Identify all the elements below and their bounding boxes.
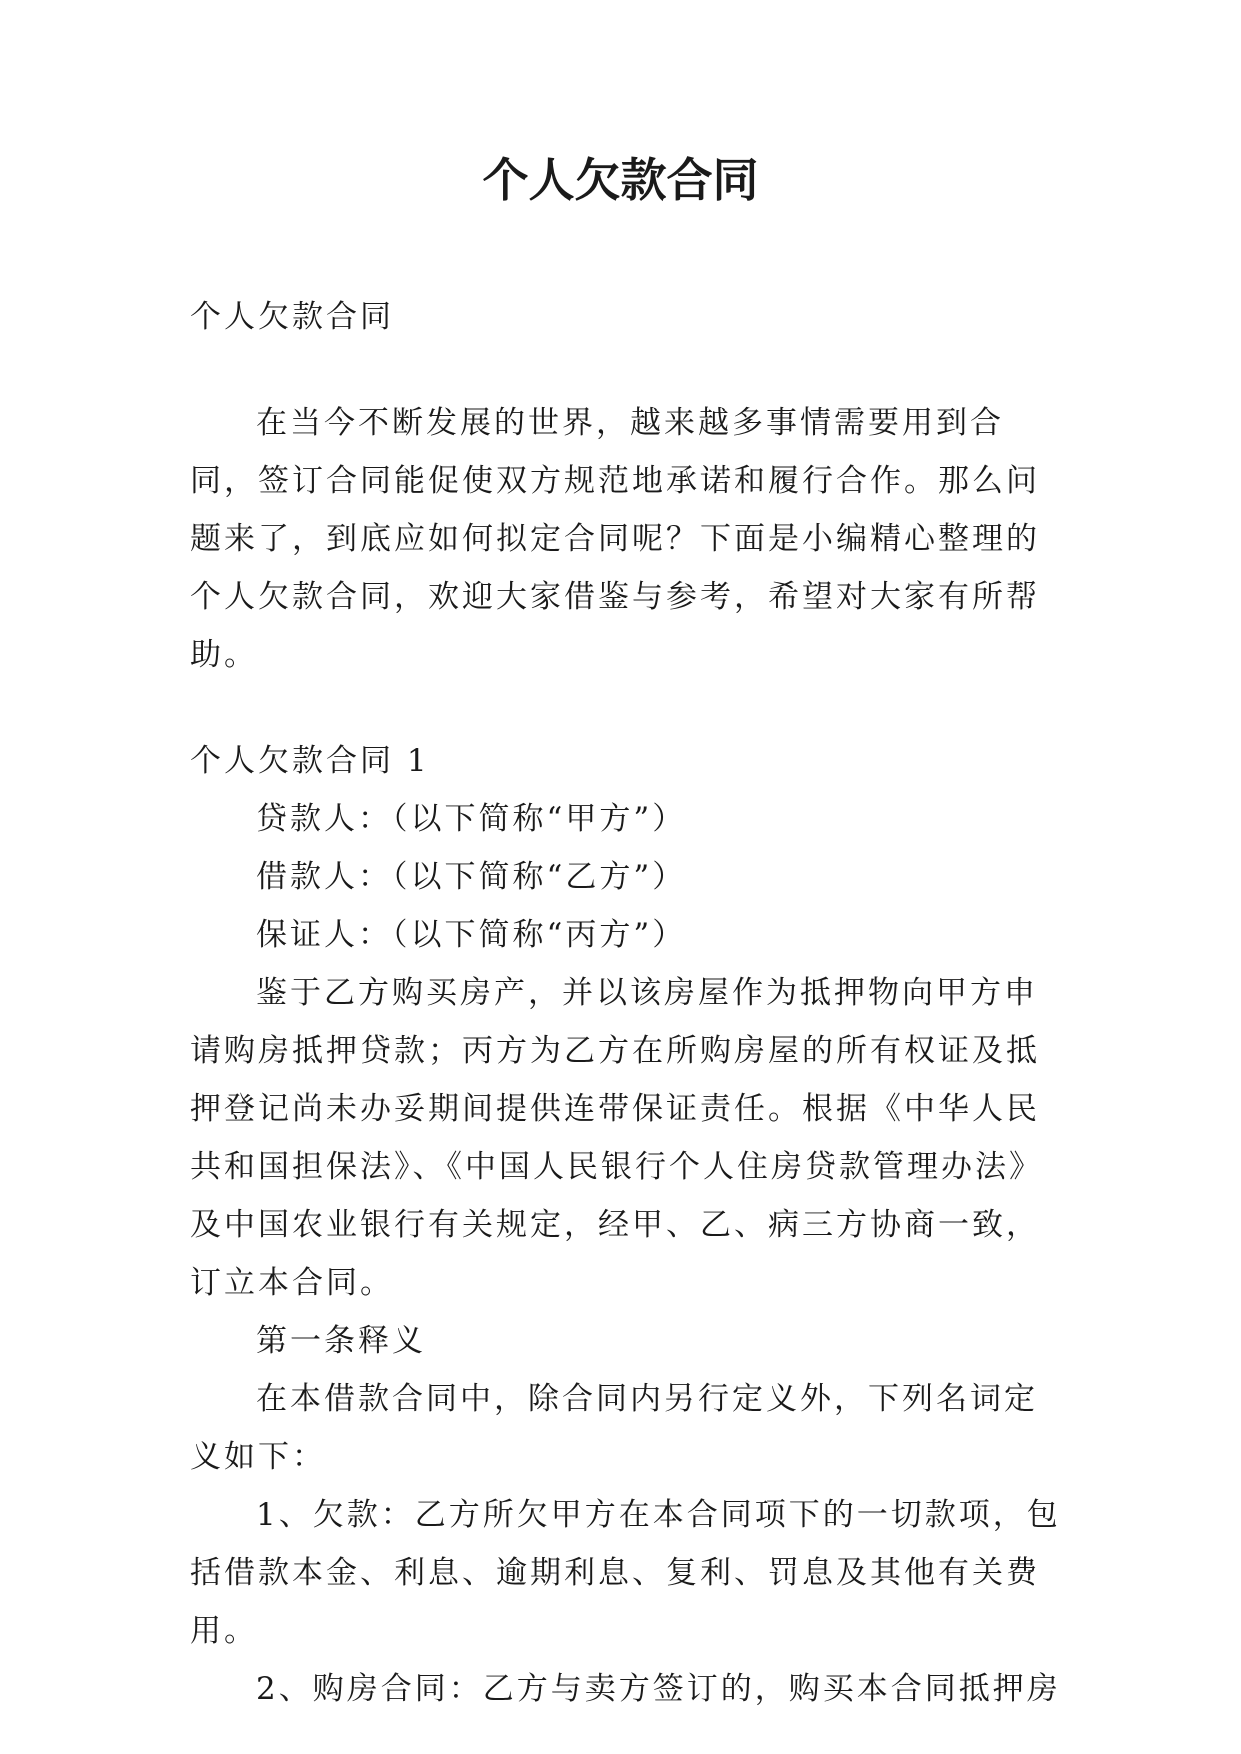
definition-2: 2、购房合同：乙方与卖方签订的，购买本合同抵押房 (256, 1671, 1061, 1707)
section-heading: 个人欠款合同 1 (190, 743, 430, 779)
document-title: 个人欠款合同 (482, 153, 759, 207)
document-body (190, 288, 1070, 1718)
preamble-paragraph: 鉴于乙方购买房产，并以该房屋作为抵押物向甲方申请购房抵押贷款；丙方为乙方在所购房屋的所有权证及抵押登记尚未办妥期间提供连带保证责任。根据《中华人民共和国担保法》、《中国人民银行个人住房贷款管理办法》及中国农业银行有关规定，经甲、乙、病三方协商一致，订立本合同。 (190, 975, 1043, 1301)
party-lender: 贷款人：（以下简称“甲方”） (256, 801, 687, 837)
definition-1: 1、欠款：乙方所欠甲方在本合同项下的一切款项，包括借款本金、利息、逾期利息、复利、罚息及其他有关费用。 (190, 1497, 1061, 1649)
article-1-heading: 第一条释义 (256, 1323, 426, 1359)
party-borrower: 借款人：（以下简称“乙方”） (256, 859, 687, 895)
party-guarantor: 保证人：（以下简称“丙方”） (256, 917, 687, 953)
document-subtitle: 个人欠款合同 (190, 299, 394, 335)
article-1-intro: 在本借款合同中，除合同内另行定义外，下列名词定义如下： (190, 1381, 1038, 1475)
intro-paragraph: 在当今不断发展的世界，越来越多事情需要用到合同，签订合同能促使双方规范地承诺和履行合作。那么问题来了，到底应如何拟定合同呢？下面是小编精心整理的个人欠款合同，欢迎大家借鉴与参考，希望对大家有所帮助。 (190, 405, 1040, 673)
